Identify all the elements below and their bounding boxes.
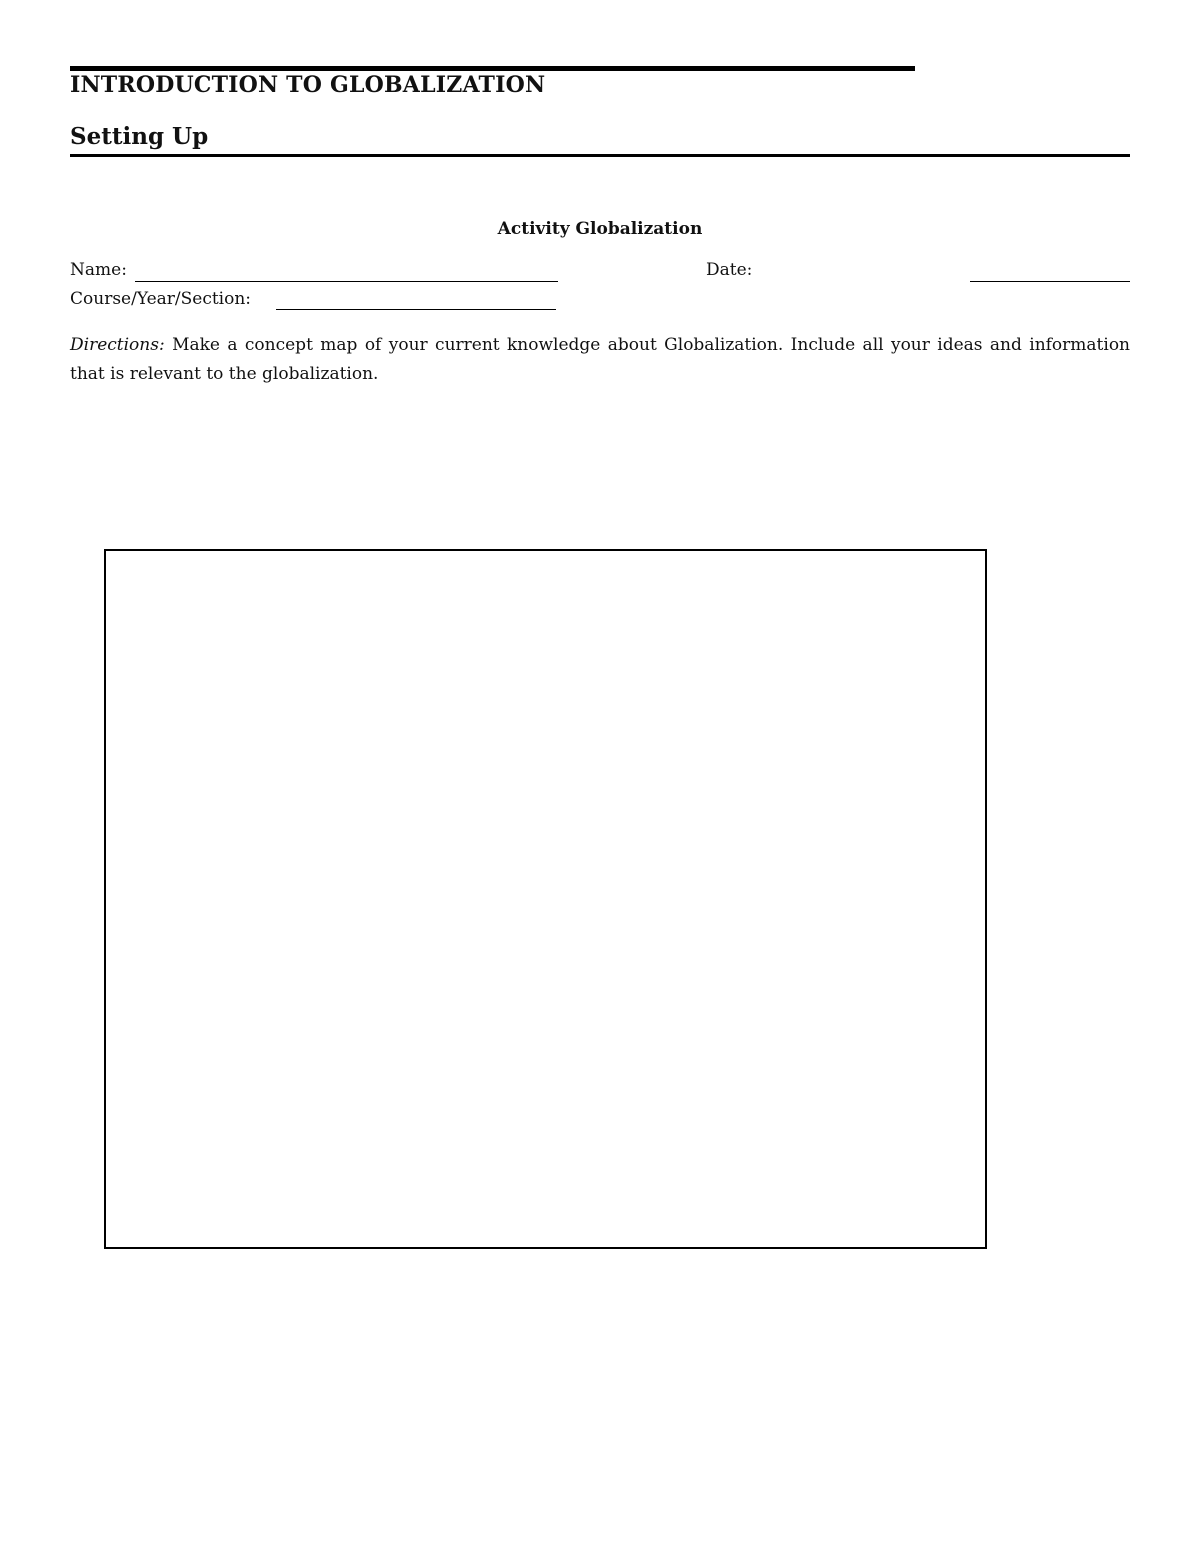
concept-map-box[interactable] xyxy=(104,549,987,1249)
course-year-section-label: Course/Year/Section: xyxy=(70,289,252,309)
name-label: Name: xyxy=(70,260,127,280)
section-underline xyxy=(70,154,1130,157)
name-field[interactable] xyxy=(135,281,558,282)
course-year-section-field[interactable] xyxy=(276,309,556,310)
section-title: Setting Up xyxy=(70,123,209,150)
date-label: Date: xyxy=(706,260,753,280)
directions-label: Directions: xyxy=(70,335,165,355)
directions-paragraph xyxy=(70,331,1130,388)
document-title: INTRODUCTION TO GLOBALIZATION xyxy=(70,72,546,98)
directions-text: Make a concept map of your current knowledge about Globalization. Include all your ideas and information that is relevant to the globalization. xyxy=(70,335,1130,384)
date-field[interactable] xyxy=(970,281,1130,282)
header-top-rule xyxy=(70,66,915,71)
activity-title: Activity Globalization xyxy=(497,219,703,239)
